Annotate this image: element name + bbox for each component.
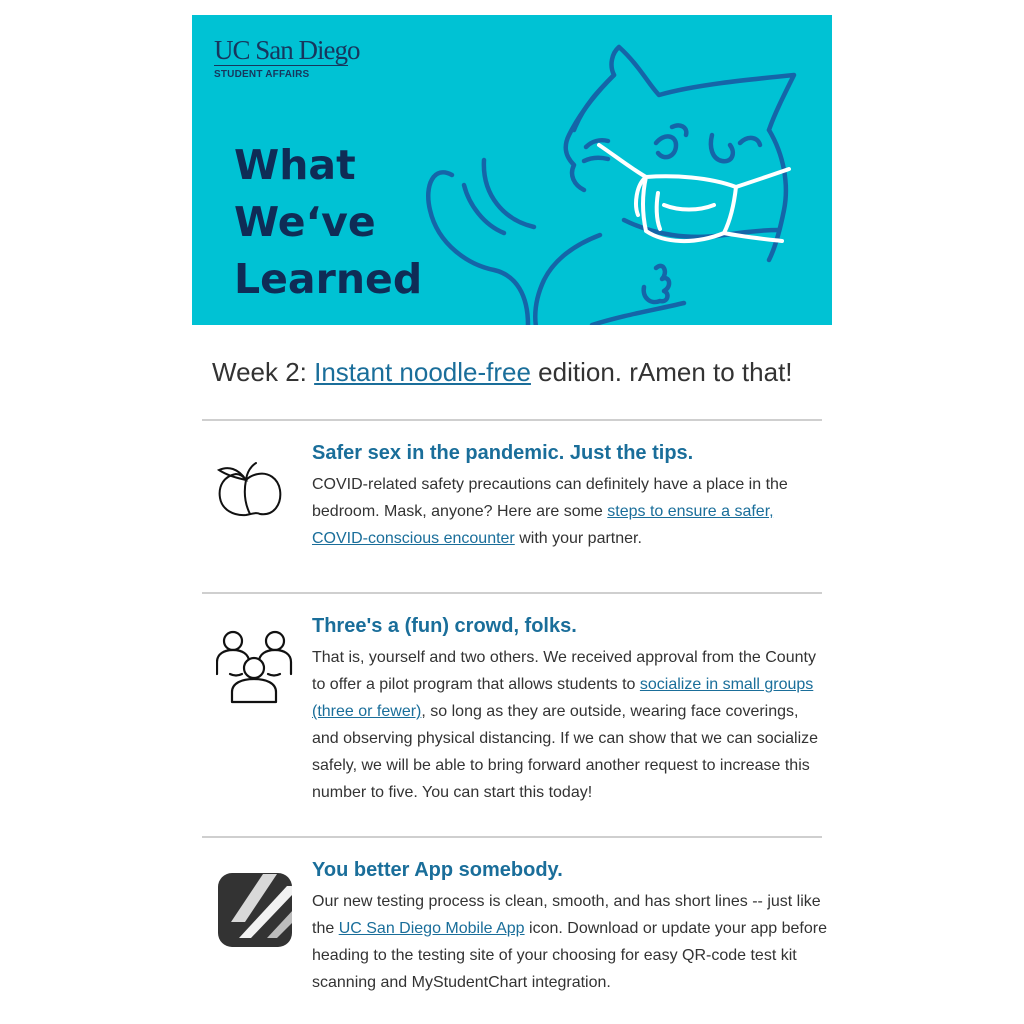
ucsd-mobile-app-link[interactable]: UC San Diego Mobile App: [338, 920, 525, 937]
section-body: [312, 471, 828, 552]
intro-prefix: Week 2:: [212, 357, 315, 387]
header-banner: [192, 15, 832, 325]
instant-noodle-free-link[interactable]: Instant noodle-free: [314, 357, 531, 387]
section-body: [312, 888, 828, 996]
section-text: with your partner.: [514, 530, 642, 547]
section-text: COVID-related safety precautions can definitely have a place in the bedroom. Mask, anyone? Here are some: [312, 476, 788, 520]
section-heading: Safer sex in the pandemic. Just the tips.: [312, 442, 694, 464]
small-groups-link[interactable]: socialize in small groups (three or fewer): [312, 676, 814, 720]
ucsd-logo[interactable]: [214, 35, 360, 80]
section-divider: [202, 836, 822, 838]
safer-encounter-link[interactable]: steps to ensure a safer, COVID-conscious encounter: [312, 503, 774, 547]
logo-rule: [214, 65, 348, 66]
section-heading: Three's a (fun) crowd, folks.: [312, 615, 577, 637]
mobile-app-section: [312, 857, 828, 996]
section-text: , so long as they are outside, wearing face coverings, and observing physical distancing. If we can show that we can socialize safely, we will be able to bring forward another request to increase this number to five. You can start this today!: [312, 703, 819, 801]
intro-suffix: edition. rAmen to that!: [530, 357, 793, 387]
section-heading: You better App somebody.: [312, 859, 563, 881]
banner-title-line: What: [234, 141, 356, 189]
section-body: [312, 644, 828, 806]
banner-title-line: Learned: [234, 255, 423, 303]
section-text: icon. Download or update your app before heading to the testing site of your choosing for easy QR-code test kit scanning and MyStudentChart integration.: [312, 920, 827, 991]
logo-wordmark: UC San Diego: [214, 35, 360, 65]
intro-headline: [212, 354, 793, 390]
peach-icon: [216, 460, 284, 518]
banner-title-line: We‘ve: [234, 198, 376, 246]
safer-sex-section: [312, 440, 828, 552]
small-groups-section: [312, 613, 828, 806]
section-divider: [202, 592, 822, 594]
masked-cat-illustration: [424, 35, 824, 325]
ucsd-mobile-app-icon: [217, 872, 293, 948]
group-of-three-icon: [216, 630, 294, 704]
banner-title: [234, 137, 422, 308]
section-text: That is, yourself and two others. We received approval from the County to offer a pilot program that allows students to: [312, 649, 816, 693]
section-divider: [202, 419, 822, 421]
logo-subtitle: STUDENT AFFAIRS: [214, 69, 310, 80]
section-text: Our new testing process is clean, smooth, and has short lines -- just like the: [312, 893, 821, 937]
